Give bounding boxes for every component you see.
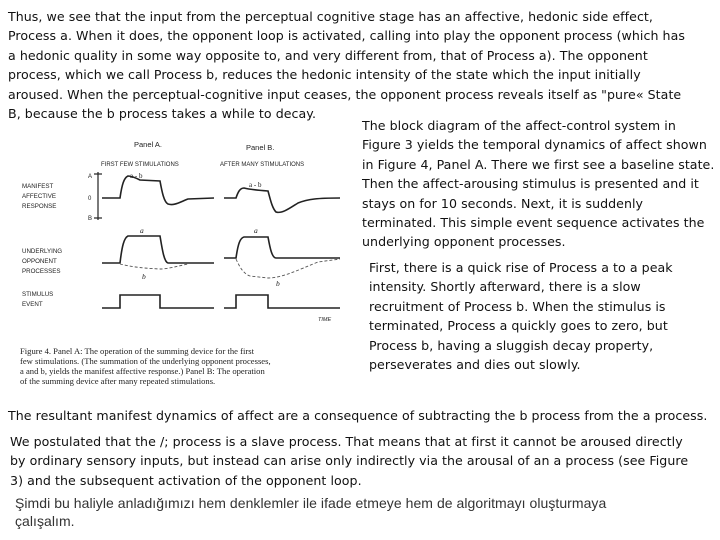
panel-b-process-b-label: b [276, 279, 280, 288]
text-line: underlying opponent processes. [362, 234, 566, 250]
text-line: The block diagram of the affect-control system in [362, 118, 676, 133]
panel-b-process-b-trace [236, 259, 340, 278]
panel-a-process-a-trace [102, 236, 214, 263]
row-label-event: EVENT [22, 301, 43, 308]
text-line: Process b, having a sluggish decay property, [369, 337, 654, 353]
text-line: Şimdi bu haliyle anladığımızı hem denklemler ile ifade etmeye hem de algoritmayı oluşturmaya [15, 495, 607, 511]
text-line: Thus, we see that the input from the perceptual cognitive stage has an affective, hedonic side effect, [8, 9, 653, 24]
text-line: process, which we call Process b, reduces the hedonic intensity of the state which the input initially [8, 67, 641, 83]
text-line: in Figure 4, Panel A. There we first see a baseline state. [362, 156, 715, 172]
row-label-response: RESPONSE [22, 203, 57, 210]
paragraph-first-rise [369, 258, 673, 374]
paragraph-turkish [15, 494, 606, 530]
text-line: 3) and the subsequent activation of the opponent loop. [10, 472, 362, 488]
axis-label-zero: 0 [88, 196, 92, 202]
text-line: Process a. When it does, the opponent loop is activated, calling into play the opponent process (which has [8, 28, 685, 44]
paragraph-intro [8, 7, 685, 123]
text-line: stays on for 10 seconds. Next, it is suddenly [362, 195, 644, 211]
panel-b-label: Panel B. [246, 143, 275, 152]
column-after-many-label: AFTER MANY STIMULATIONS [220, 162, 305, 168]
time-label: TIME [318, 317, 332, 323]
paragraph-resultant [8, 406, 707, 425]
row-label-processes: PROCESSES [22, 268, 61, 275]
text-line: terminated, Process a quickly goes to zero, but [369, 318, 668, 334]
figure-4 [18, 138, 356, 392]
panel-b-a-minus-b-label: a - b [249, 181, 262, 189]
text-line: çalışalım. [15, 513, 75, 529]
row-label-manifest: MANIFEST [22, 183, 54, 190]
panel-a-manifest-trace [102, 176, 214, 205]
text-line: Figure 3 yields the temporal dynamics of affect shown [362, 137, 707, 153]
panel-a-process-b-label: b [142, 272, 146, 281]
text-line: First, there is a quick rise of Process a to a peak [369, 260, 673, 275]
text-line: The resultant manifest dynamics of affect are a consequence of subtracting the b process from the a process. [8, 408, 708, 423]
text-line: terminated. This simple event sequence activates the [362, 215, 705, 231]
panel-b-process-a-trace [224, 237, 340, 258]
text-line: intensity. Shortly afterward, there is a slow [369, 279, 641, 295]
text-line: Then the affect-arousing stimulus is presented and it [362, 176, 699, 192]
panel-a-label: Panel A. [134, 140, 162, 149]
panel-a-process-a-label: a [140, 226, 144, 235]
caption-line: a and b, yields the manifest affective response.) Panel B: The operation [20, 366, 265, 376]
caption-line: of the summing device after many repeated stimulations. [20, 376, 216, 386]
panel-b-manifest-trace [224, 188, 340, 212]
panel-b-stimulus-trace [224, 295, 340, 308]
panel-b-process-a-label: a [254, 226, 258, 235]
paragraph-block-diagram [362, 116, 714, 252]
panel-a-stimulus-trace [102, 295, 214, 308]
row-label-stimulus: STIMULUS [22, 291, 54, 298]
text-line: recruitment of Process b. When the stimulus is [369, 298, 666, 314]
row-label-affective: AFFECTIVE [22, 193, 57, 200]
row-label-underlying: UNDERLYING [22, 248, 63, 255]
text-line: a hedonic quality in some way opposite to, and very different from, that of Process a). The opponent [8, 47, 648, 63]
panel-a-a-minus-b-label: a - b [130, 172, 143, 180]
column-first-few-label: FIRST FEW STIMULATIONS [101, 162, 179, 168]
figure-4-diagram [18, 138, 356, 392]
panel-a-process-b-trace [120, 264, 188, 269]
text-line: by ordinary sensory inputs, but instead can arise only indirectly via the arousal of an a process (see Figure [10, 453, 689, 469]
text-line: We postulated that the /; process is a slave process. That means that at first it cannot be aroused directly [10, 434, 683, 449]
text-line: perseverates and dies out slowly. [369, 357, 581, 373]
text-line: aroused. When the perceptual-cognitive input ceases, the opponent process reveals itself as "pure« State [8, 86, 682, 102]
axis-label-a: A [88, 174, 93, 180]
paragraph-postulated [10, 432, 688, 490]
caption-line: few stimulations. (The summation of the underlying opponent processes, [20, 356, 271, 366]
row-label-opponent: OPPONENT [22, 258, 57, 265]
text-line: B, because the b process takes a while to decay. [8, 106, 317, 122]
axis-label-b: B [88, 216, 93, 222]
caption-line: Figure 4. Panel A: The operation of the summing device for the first [20, 346, 254, 356]
